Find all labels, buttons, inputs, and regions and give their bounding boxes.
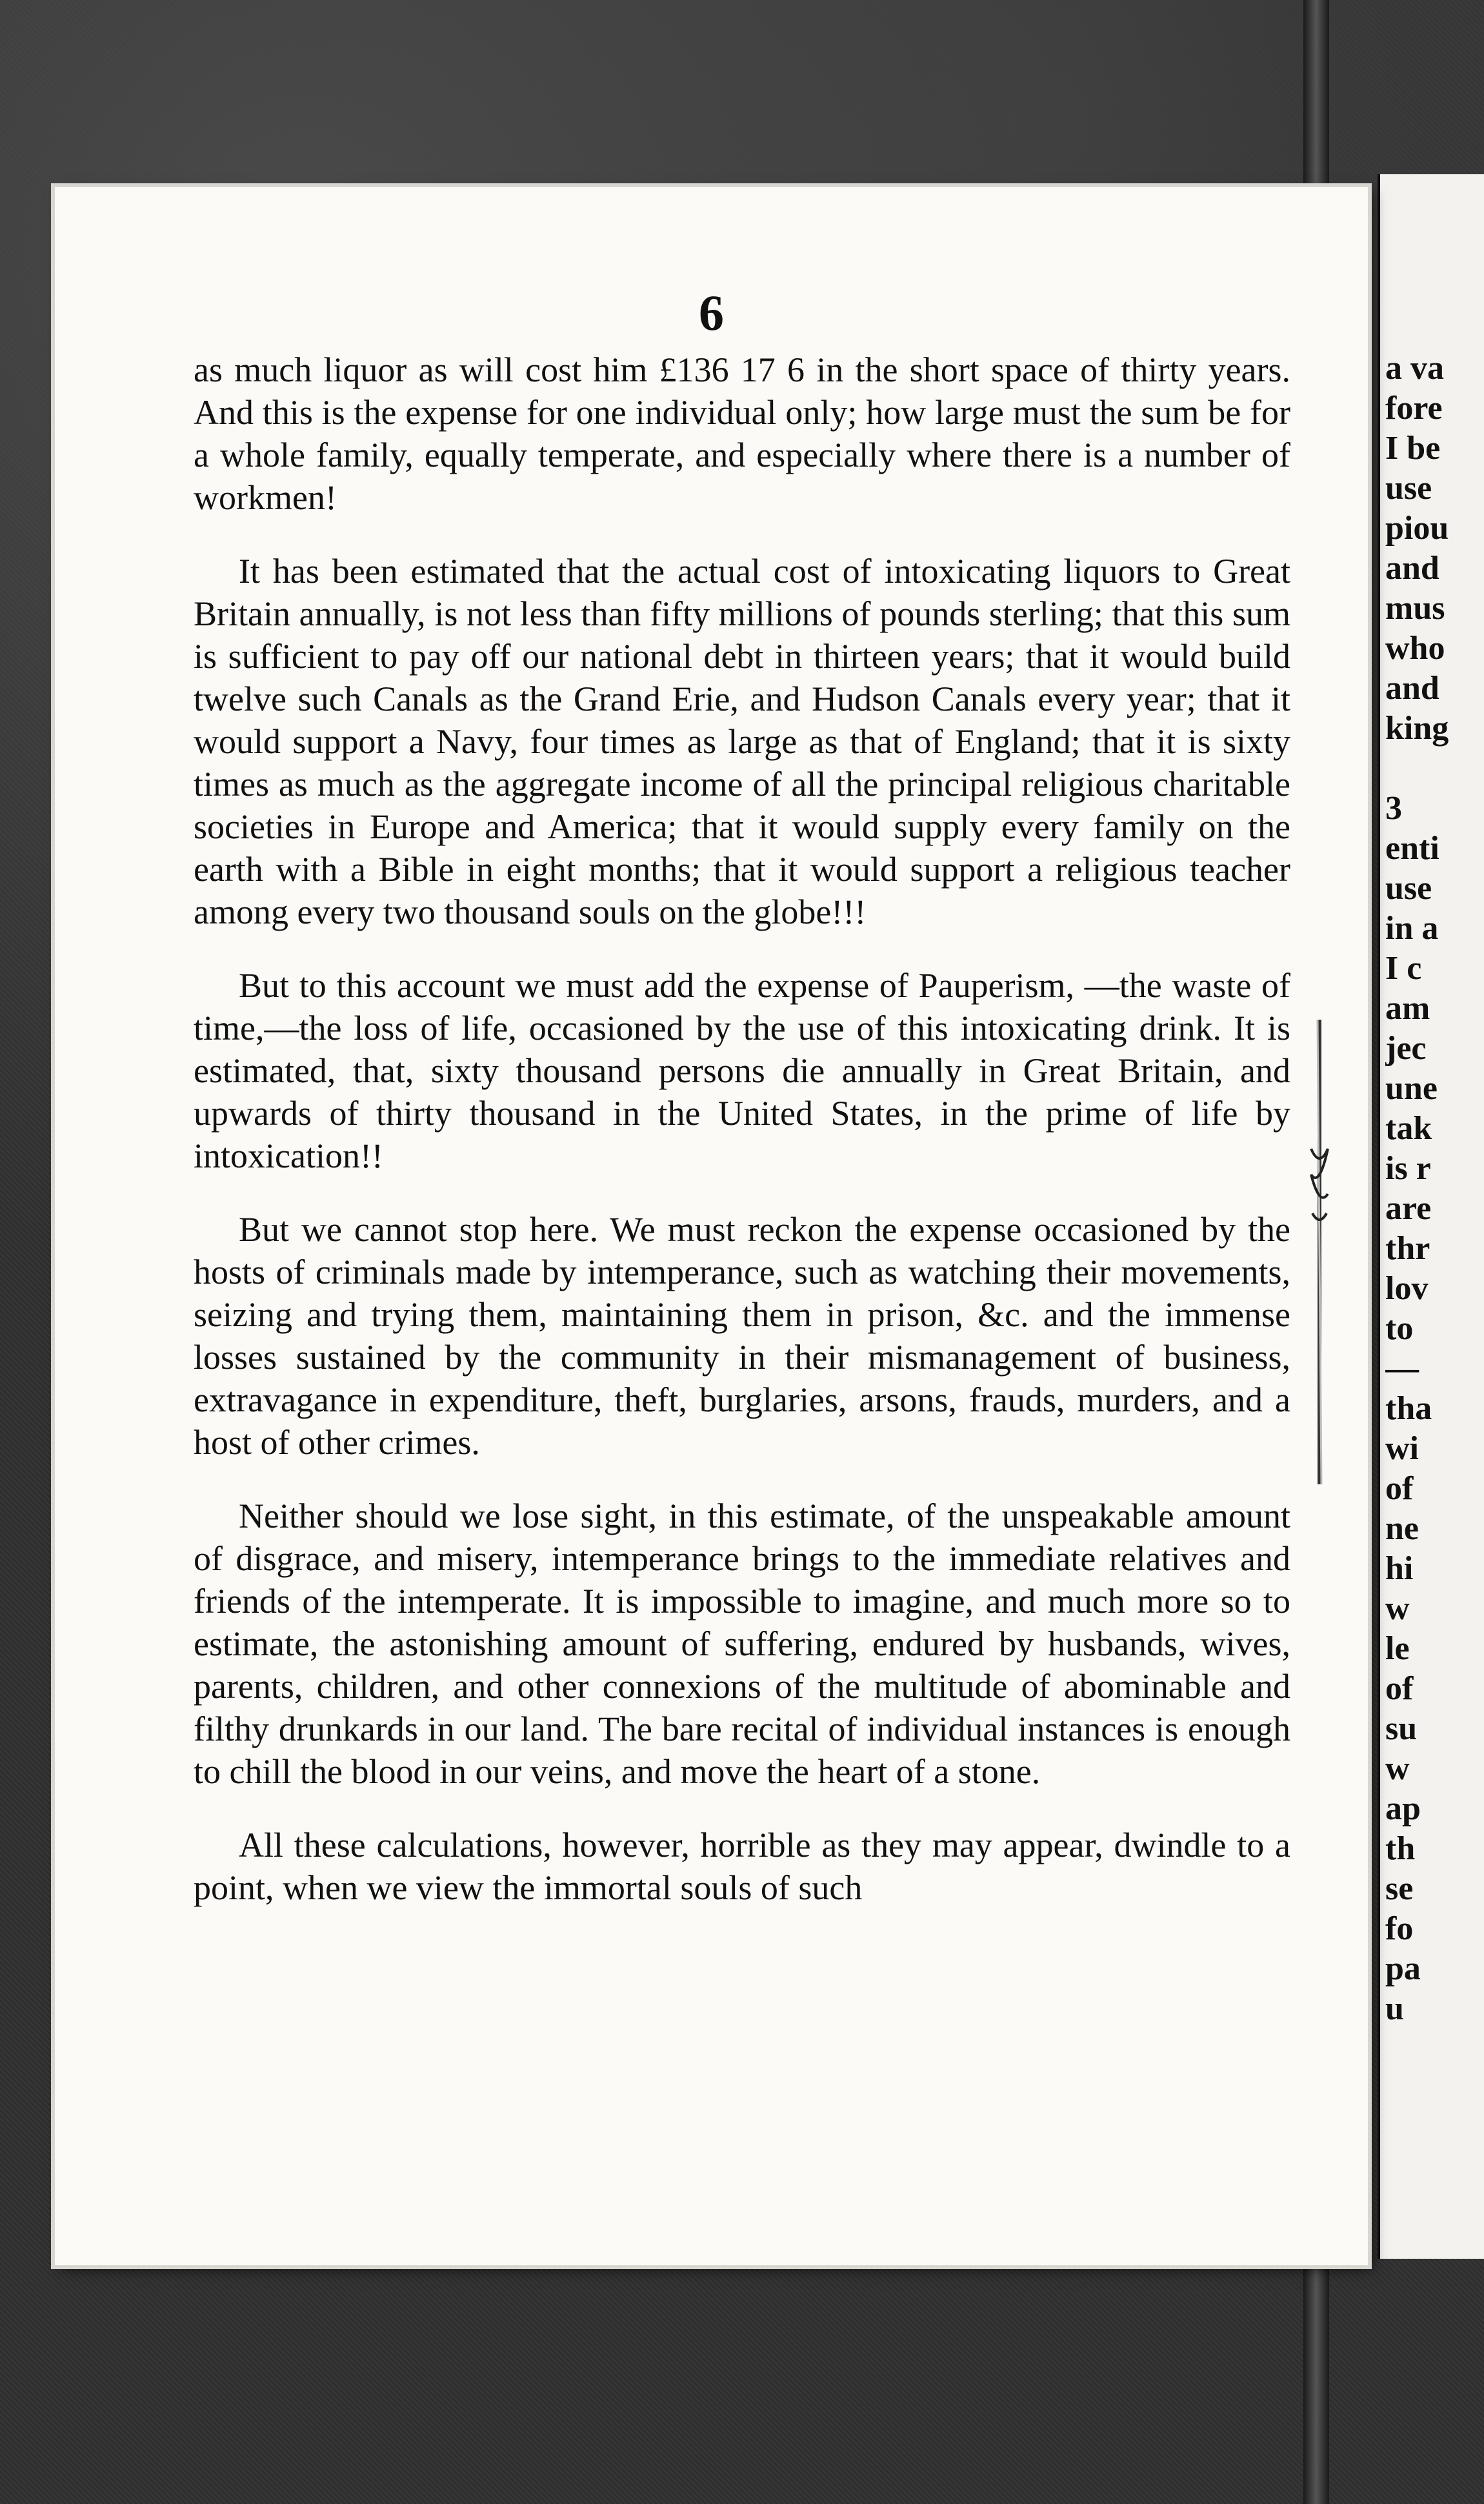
binding-thread-icon [1310,1020,1329,1484]
paragraph: as much liquor as will cost him £136 17 6 in the short space of thirty years. And this is the expense for one individual only; how large must the sum be for a whole family, equally temperate, and especially where there is a number of workmen! [194,350,1290,517]
paragraph: But to this account we must add the expense of Pauperism, —the waste of time,—the loss of life, occasioned by the use of this intoxicating drink. It is estimated, that, sixty thousand persons die annually in Great Britain, and upwards of thirty thousand in the United States, in the prime of life by intoxication!! [194,966,1290,1175]
book-page [55,187,1368,2265]
page-number: 6 [699,285,724,341]
paragraph: But we cannot stop here. We must reckon the expense occasioned by the hosts of criminals made by intemperance, such as watching their movements, seizing and trying them, maintaining them in prison, &c. and the immense losses sustained by the community in their mismanagement of business, extravagance in expenditure, theft, burglaries, arsons, frauds, murders, and a host of other crimes. [194,1210,1290,1462]
paragraph: Neither should we lose sight, in this estimate, of the unspeakable amount of disgrace, and misery, intemperance brings to the immediate relatives and friends of the intemperate. It is impossible to imagine, and much more so to estimate, the astonishing amount of suffering, endured by husbands, wives, parents, children, and other connexions of the multitude of abominable and filthy drunkards in our land. The bare recital of individual instances is enough to chill the blood in our veins, and move the heart of a stone. [194,1497,1290,1791]
adjacent-page-text: a va fore I be use piou and mus who and king 3 enti use in a I c am jec une tak is r are thr lov to — tha wi of ne hi w le of su w ap th se fo pa u [1385,350,1449,2027]
paragraph: It has been estimated that the actual cost of intoxicating liquors to Great Britain annually, is not less than fifty millions of pounds sterling; that this sum is sufficient to pay off our national debt in thirteen years; that it would build twelve such Canals as the Grand Erie, and Hudson Canals every year; that it would support a Navy, four times as large as that of England; that it is sixty times as much as the aggregate income of all the principal religious charitable societies in Europe and America; that it would supply every family on the earth with a Bible in eight months; that it would support a religious teacher among every two thousand souls on the globe!!! [194,552,1290,931]
paragraph: All these calculations, however, horrible as they may appear, dwindle to a point, when we view the immortal souls of such [194,1826,1290,1907]
adjacent-page [1378,174,1484,2259]
page-body [194,348,1290,1940]
